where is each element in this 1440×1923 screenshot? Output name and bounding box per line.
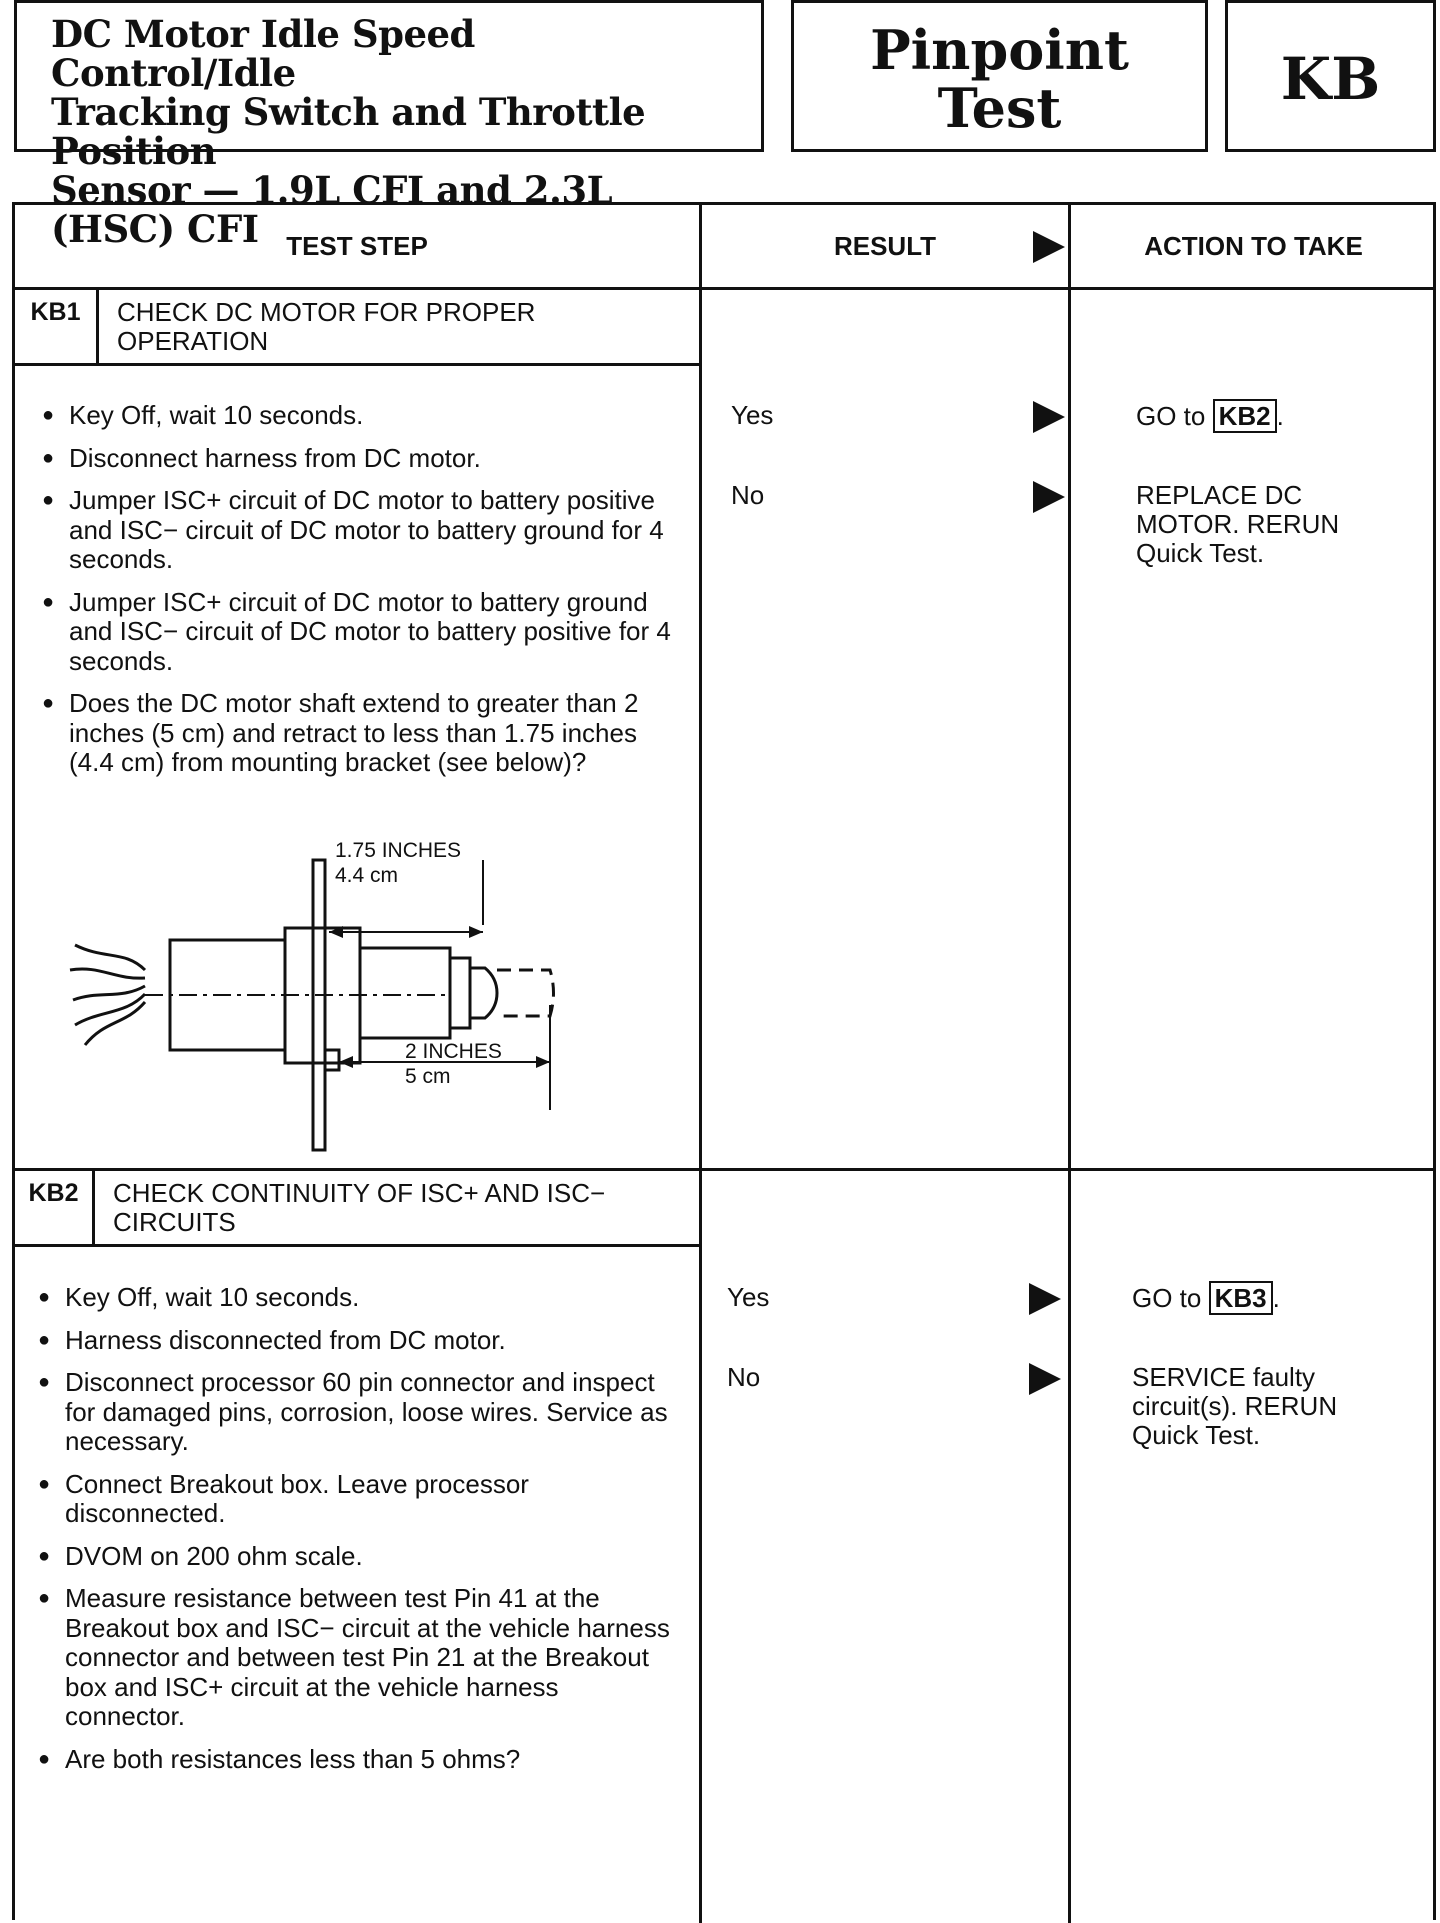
instruction-item: ● Disconnect processor 60 pin connector and inspect for damaged pins, corrosion, loose wires. Service as necessary. <box>38 1368 683 1457</box>
pinpoint-test-badge <box>791 0 1208 152</box>
result-arrow-icon <box>1033 231 1065 263</box>
instruction-item: ● Are both resistances less than 5 ohms? <box>38 1745 683 1775</box>
instruction-item: ● Does the DC motor shaft extend to greater than 2 inches (5 cm) and retract to less than 1.75 inches (4.4 cm) from mounting bracket (see below)? <box>42 689 687 778</box>
instruction-item: ● Connect Breakout box. Leave processor disconnected. <box>38 1470 683 1529</box>
step-reference[interactable]: KB2 <box>1213 399 1277 433</box>
column-header-result: RESULT <box>833 231 937 261</box>
result-arrow-icon <box>1033 481 1065 513</box>
dimension-label-top: 1.75 INCHES <box>335 839 462 862</box>
column-header-action: ACTION TO TAKE <box>1144 231 1363 261</box>
action-service: SERVICE faulty circuit(s). RERUN Quick Test. <box>1132 1362 1338 1450</box>
dc-motor-diagram <box>45 830 685 1160</box>
header-title-line: Sensor — 1.9L CFI and 2.3L (HSC) CFI <box>51 168 613 251</box>
step-reference[interactable]: KB3 <box>1209 1281 1273 1315</box>
column-divider <box>699 205 702 1923</box>
result-arrow-icon <box>1033 401 1065 433</box>
step-id: KB2 <box>15 1171 95 1244</box>
dimension-label-top-metric: 4.4 cm <box>335 864 399 887</box>
column-header-test-step: TEST STEP <box>286 231 428 261</box>
instruction-item: ● Disconnect harness from DC motor. <box>42 444 687 474</box>
result-no: No <box>731 480 765 510</box>
result-yes: Yes <box>731 400 774 430</box>
instruction-item: ● Jumper ISC+ circuit of DC motor to battery ground and ISC− circuit of DC motor to battery positive for 4 seconds. <box>42 588 687 677</box>
badge-line: Test <box>937 76 1062 140</box>
result-arrow-icon <box>1029 1363 1061 1395</box>
dimension-label-bottom-metric: 5 cm <box>405 1065 451 1088</box>
test-table <box>12 202 1436 1920</box>
dimension-label-bottom: 2 INCHES <box>405 1040 502 1063</box>
header-title-line: DC Motor Idle Speed Control/Idle <box>51 12 475 95</box>
step-header-kb1 <box>15 290 699 366</box>
result-no: No <box>727 1362 761 1392</box>
instruction-item: ● DVOM on 200 ohm scale. <box>38 1542 683 1572</box>
header-title-line: Tracking Switch and Throttle Position <box>51 90 646 173</box>
action-suffix: . <box>1276 401 1284 431</box>
instruction-item: ● Jumper ISC+ circuit of DC motor to battery positive and ISC− circuit of DC motor to battery ground for 4 seconds. <box>42 486 687 575</box>
instruction-item: ● Key Off, wait 10 seconds. <box>42 401 687 431</box>
action-go-to <box>1132 1281 1280 1315</box>
step-header-kb2 <box>15 1171 699 1247</box>
action-suffix: . <box>1272 1283 1280 1313</box>
instruction-item: ● Measure resistance between test Pin 41 at the Breakout box and ISC− circuit at the vehicle harness connector and between test Pin 21 at the Breakout box and ISC+ circuit at the vehicle harness connector. <box>38 1584 683 1732</box>
action-text: GO to <box>1132 1283 1202 1313</box>
test-code-badge <box>1225 0 1436 152</box>
step-title: CHECK CONTINUITY OF ISC+ AND ISC− CIRCUITS <box>113 1178 606 1237</box>
action-replace: REPLACE DC MOTOR. RERUN Quick Test. <box>1136 480 1340 568</box>
instruction-item: ● Harness disconnected from DC motor. <box>38 1326 683 1356</box>
test-code: KB <box>1280 45 1381 113</box>
result-arrow-icon <box>1029 1283 1061 1315</box>
instruction-item: ● Key Off, wait 10 seconds. <box>38 1283 683 1313</box>
action-text: GO to <box>1136 401 1206 431</box>
action-go-to <box>1136 399 1284 433</box>
badge-line: Pinpoint <box>870 18 1129 82</box>
step-title: CHECK DC MOTOR FOR PROPER OPERATION <box>117 297 536 356</box>
result-yes: Yes <box>727 1282 770 1312</box>
step-instructions <box>38 1283 683 1787</box>
column-divider <box>1068 205 1071 1923</box>
step-instructions <box>42 401 687 791</box>
step-id: KB1 <box>15 290 99 363</box>
